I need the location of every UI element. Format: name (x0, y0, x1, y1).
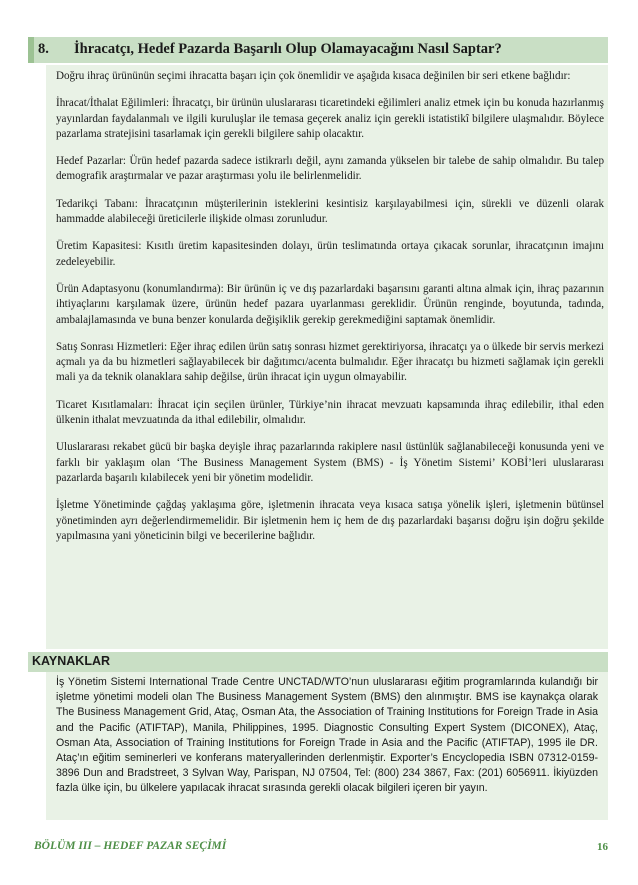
section-body (46, 65, 608, 649)
section-number: 8. (38, 41, 49, 57)
section-title: İhracatçı, Hedef Pazarda Başarılı Olup Olamayacağını Nasıl Saptar? (74, 41, 502, 57)
intro-paragraph: Doğru ihraç ürününün seçimi ihracatta başarı için çok önemlidir ve aşağıda kısaca değinilen bir seri etkene bağlıdır: (56, 70, 571, 82)
paragraph-after-sales: Satış Sonrası Hizmetleri: Eğer ihraç edilen ürün satış sonrası hizmet gerektiriyorsa, ihracatçı ya o ülkede bir servis merkezi açmalı ya da bu hizmetleri sağlayabilecek bir dağıtımcı/acenta bulmalıdır. Eğer ihracatçı bu hizmeti sağlamak için gerekli mali ya da teknik olanaklara sahip değilse, ürün ihracat için uygun olmayabilir. (56, 340, 604, 384)
paragraph-competitiveness: Uluslararası rekabet gücü bir başka deyişle ihraç pazarlarında rakiplere nasıl üstünlük sağlanabileceği konusunda yeni ve farklı bir yaklaşım olan ‘The Business Management System (BMS) - İş Yönetim Sistemi’ KOBİ’leri uluslararası pazarlarda başarılı kılabilecek yeni bir yönetim modelidir. (56, 441, 604, 484)
page-number: 16 (597, 841, 608, 853)
paragraph-business-management: İşletme Yönetiminde çağdaş yaklaşıma göre, işletmenin ihracata veya kısaca satışa yönelik işleri, işletmenin bütünsel yönetiminden ayrı değerlendirmemelidir. Bir işletmenin hem iç hem de dış pazarlardaki başarısı doğru işin doğru şekilde yapılmasına yani yöneticinin bilgi ve becerilerine bağlıdır. (56, 499, 604, 542)
sources-heading: KAYNAKLAR (28, 652, 608, 672)
section-header (28, 37, 608, 63)
footer-chapter-title: BÖLÜM III – HEDEF PAZAR SEÇİMİ (34, 840, 227, 852)
sources-text: İş Yönetim Sistemi International Trade Centre UNCTAD/WTO’nun uluslararası eğitim programlarında kulandığı bir işletme yönetimi modeli olan The Business Management System (BMS) den alınmıştır. BMS ise kaynakça olarak The Business Management Grid, Ataç, Osman Ata, the Association of Training Institutions for Foreign Trade in Asia and the Pacific (ATIFTAP), Manila, Philippines, 1995. Diagnostic Consulting Expert System (DICONEX), Ataç, Osman Ata, Association of Training Institutions for Foreign Trade in Asia and the Pacific (ATIFTAP), 1995 ile DR. Ataç’ın eğitim seminerleri ve konferans materyallerinden derlenmiştir. Exporter’s Encyclopedia ISBN 07312-0159-3896 Dun and Bradstreet, 3 Sylvan Way, Parispan, NJ 07504, Tel: (800) 234 3867, Fax: (201) 6056911. İkiyüzden fazla ülke için, bu ülkelere yapılacak ihracat sırasında gerekli olacak bilgileri içeren bir yayın. (46, 672, 608, 820)
paragraph-trade-restrictions: Ticaret Kısıtlamaları: İhracat için seçilen ürünler, Türkiye’nin ihracat mevzuatı kapsamında ihraç edilebilir, ithal eden ülkenin ithalat mevzuatında da ithal edilebilir, olmalıdır. (56, 398, 604, 427)
paragraph-trade-trends: İhracat/İthalat Eğilimleri: İhracatçı, bir ürünün uluslararası ticaretindeki eğilimleri analiz etmek için bu konuda hazırlanmış yayınlardan faydalanmalı ve ilgili kuruluşlar ile temasa geçerek analiz için gerekli istatistikî bilgilere ulaşmalıdır. Böylece pazarlama stratejisini tasarlamak için gerekli bilgilere sahip olacaktır. (56, 97, 604, 140)
paragraph-product-adaptation: Ürün Adaptasyonu (konumlandırma): Bir ürünün iç ve dış pazarlardaki başarısını garanti altına almak için, ihraç pazarının ihtiyaçlarını karşılamak üzere, ürünün hedef pazara uyarlanması gereklidir. Ürünün renginde, boyutunda, tadında, ambalajlamasında ve buna benzer konularda değişiklik gerekip gerekmediğini saptamak önemlidir. (56, 282, 604, 326)
paragraph-supplier-base: Tedarikçi Tabanı: İhracatçının müşterilerinin isteklerini kesintisiz karşılayabilmesi için, sürekli ve düzenli olarak hammadde alabileceği üreticilerle ilişkide olması zorunludur. (56, 197, 604, 226)
paragraph-production-capacity: Üretim Kapasitesi: Kısıtlı üretim kapasitesinden dolayı, ürün teslimatında ortaya çıkacak sorunlar, ihracatçının imajını zedeleyebilir. (56, 240, 604, 268)
paragraph-target-markets: Hedef Pazarlar: Ürün hedef pazarda sadece istikrarlı değil, aynı zamanda yükselen bir talebe de sahip olmalıdır. Bu talep demografik araştırmalar ve pazar araştırması yolu ile belirlenmelidir. (56, 155, 604, 183)
